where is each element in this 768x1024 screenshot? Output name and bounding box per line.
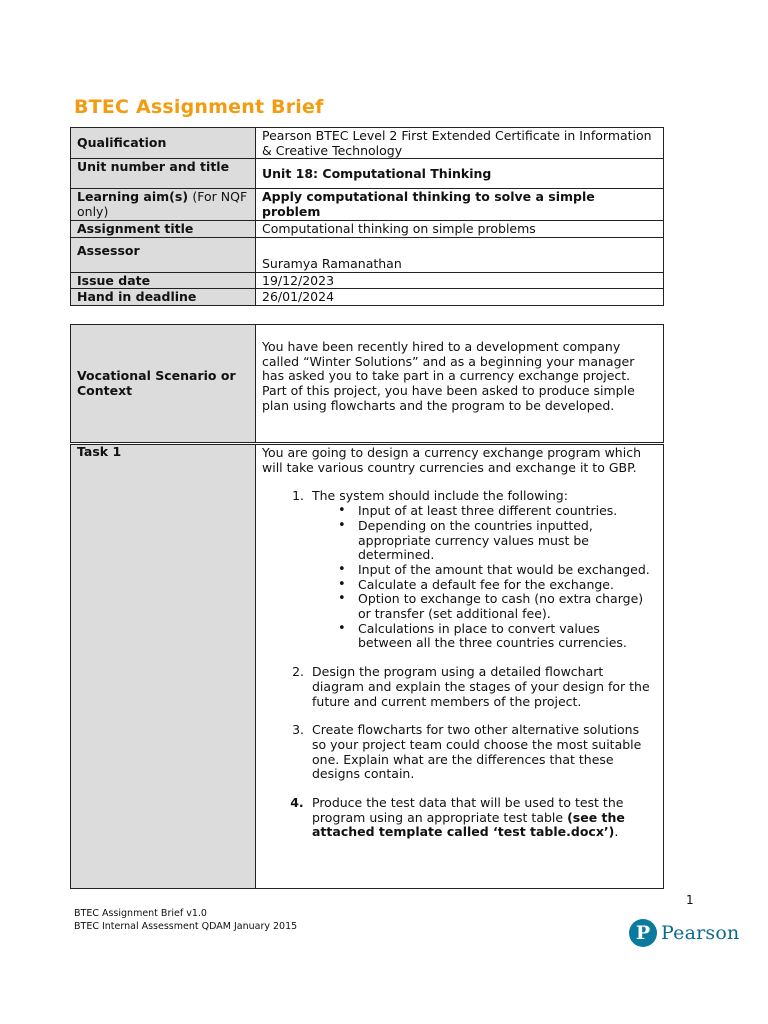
list-item: • Option to exchange to cash (no extra charge) or transfer (set additional fee). — [358, 592, 657, 621]
qualification-label — [71, 128, 256, 159]
learning-aim-label — [71, 189, 256, 220]
table-row — [71, 289, 664, 306]
table-row — [71, 325, 664, 443]
assignment-info-table — [70, 127, 664, 306]
task-item-2: 2. Design the program using a detailed flowchart diagram and explain the stages of your design for the future and current members of the project. — [308, 665, 657, 709]
deadline-label: Hand in deadline — [71, 289, 256, 306]
task-item-1 — [308, 489, 657, 651]
table-row — [71, 159, 664, 189]
table-row — [71, 272, 664, 289]
learning-aim-label-note: (For NQF only) — [77, 189, 248, 220]
issue-date-label: Issue date — [71, 272, 256, 289]
page-number: 1 — [686, 893, 694, 907]
assessor-value: Suramya Ramanathan — [256, 237, 664, 272]
unit-label: Unit number and title — [71, 159, 256, 189]
unit-value: Unit 18: Computational Thinking — [256, 159, 664, 189]
task-item-4-text: Produce the test data that will be used to test the program using an appropriate test table — [312, 795, 624, 825]
table-row — [71, 189, 664, 220]
list-item: • Calculate a default fee for the exchange. — [358, 578, 657, 593]
assignment-title-label: Assignment title — [71, 220, 256, 237]
learning-aim-value: Apply computational thinking to solve a simple problem — [256, 189, 664, 220]
list-item: • Input of the amount that would be exchanged. — [358, 563, 657, 578]
table-row — [71, 237, 664, 272]
assignment-title-value: Computational thinking on simple problems — [256, 220, 664, 237]
footer-line-1: BTEC Assignment Brief v1.0 — [74, 908, 207, 919]
task-table — [70, 444, 664, 889]
qualification-label-text: Qualification — [77, 135, 167, 151]
list-item: • Input of at least three different countries. — [358, 504, 657, 519]
assessor-label: Assessor — [71, 237, 256, 272]
scenario-table — [70, 324, 664, 443]
issue-date-value: 19/12/2023 — [256, 272, 664, 289]
pearson-logo-text: Pearson — [661, 922, 740, 944]
task-content — [256, 445, 664, 889]
footer — [74, 907, 297, 933]
task-label: Task 1 — [71, 445, 256, 889]
task-item-3: 3. Create flowcharts for two other alternative solutions so your project team could choose the most suitable one. Explain what are the differences that these designs contain. — [308, 723, 657, 782]
table-row — [71, 128, 664, 159]
document-title: BTEC Assignment Brief — [74, 96, 324, 118]
task-item-4-reference: (see the attached template called ‘test table.docx’) — [312, 809, 625, 840]
pearson-logo — [629, 919, 739, 947]
task-item-4 — [308, 796, 657, 840]
task-intro: You are going to design a currency exchange program which will take various country currencies and exchange it to GBP. — [262, 445, 641, 475]
scenario-text: You have been recently hired to a development company called “Winter Solutions” and as a beginning your manager has asked you to take part in a currency exchange project. Part of this project, you have been asked to produce simple plan using flowcharts and the program to be developed. — [256, 325, 664, 443]
table-row — [71, 445, 664, 889]
pearson-logo-icon: P — [629, 919, 657, 947]
deadline-value: 26/01/2024 — [256, 289, 664, 306]
list-item: • Depending on the countries inputted, appropriate currency values must be determined. — [358, 519, 657, 563]
task-item-4-period: . — [614, 824, 619, 840]
task-list — [262, 489, 657, 840]
task-item-1-text: The system should include the following: — [312, 488, 568, 504]
qualification-value: Pearson BTEC Level 2 First Extended Certificate in Information & Creative Technology — [256, 128, 664, 159]
table-row — [71, 220, 664, 237]
list-item: • Calculations in place to convert values between all the three countries currencies. — [358, 622, 657, 651]
requirements-list — [312, 504, 657, 651]
scenario-label: Vocational Scenario or Context — [71, 325, 256, 443]
learning-aim-label-bold: Learning aim(s) — [77, 189, 189, 205]
footer-line-2: BTEC Internal Assessment QDAM January 2015 — [74, 921, 298, 932]
